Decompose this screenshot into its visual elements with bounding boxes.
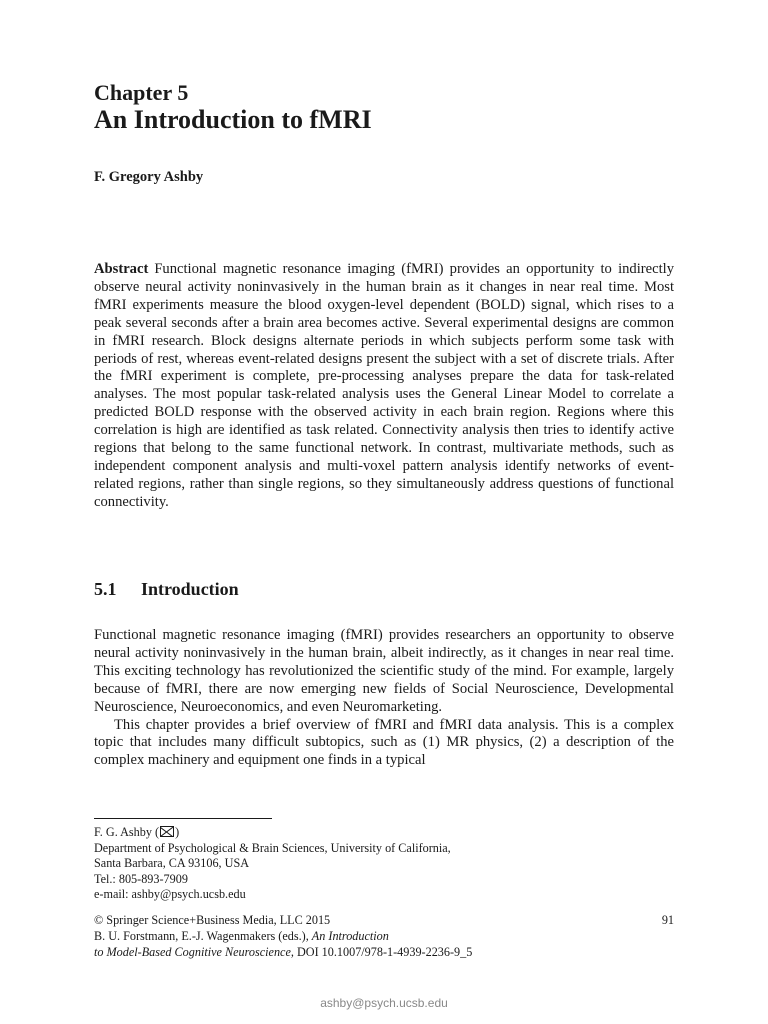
footnote-rule xyxy=(94,818,272,819)
editors: B. U. Forstmann, E.-J. Wagenmakers (eds.), xyxy=(94,928,312,943)
book-title-part1: An Introduction xyxy=(311,928,389,943)
author-name: F. Gregory Ashby xyxy=(94,169,204,185)
copyright-line: © Springer Science+Business Media, LLC 2015 xyxy=(94,913,331,927)
doi: DOI 10.1007/978-1-4939-2236-9_5 xyxy=(293,944,473,959)
footnote-tel: Tel.: 805-893-7909 xyxy=(94,871,188,886)
section-number: 5.1 xyxy=(94,579,117,599)
section-body xyxy=(94,627,674,770)
footnote-name: F. G. Ashby ( xyxy=(94,825,160,839)
paragraph: This chapter provides a brief overview of fMRI and fMRI data analysis. This is a complex topic that includes many difficult subtopics, such as (1) MR physics, (2) a description of the complex machinery and equipment one finds in a typical xyxy=(94,716,674,769)
copyright-block xyxy=(94,913,674,960)
chapter-label: Chapter 5 xyxy=(94,80,189,105)
paragraph: Functional magnetic resonance imaging (fMRI) provides researchers an opportunity to observe neural activity noninvasively in the human brain, albeit indirectly, as it changes in near real time. This exciting technology has revolutionized the scientific study of the mind. For example, largely because of fMRI, there are now emerging new fields of Social Neuroscience, Developmental Neuroscience, Neuroeconomics, and even Neuromarketing. xyxy=(94,627,674,715)
abstract xyxy=(94,261,674,512)
page-number: 91 xyxy=(661,913,674,927)
chapter-title: An Introduction to fMRI xyxy=(94,105,372,134)
abstract-label: Abstract xyxy=(94,261,149,277)
section-heading xyxy=(94,579,239,600)
footnote-department: Department of Psychological & Brain Sciences, University of California, xyxy=(94,840,451,855)
footnote-name-close: ) xyxy=(175,825,180,839)
section-title: Introduction xyxy=(141,579,239,599)
footnote-name-line xyxy=(94,825,451,841)
envelope-icon xyxy=(160,826,174,837)
book-title-part2: to Model-Based Cognitive Neuroscience, xyxy=(94,944,294,959)
email-watermark: ashby@psych.ucsb.edu xyxy=(320,996,448,1010)
footnote-city: Santa Barbara, CA 93106, USA xyxy=(94,856,250,871)
abstract-text: Functional magnetic resonance imaging (fMRI) provides an opportunity to indirectly observe neural activity noninvasively in the human brain as it changes in near real time. Most fMRI experiments measure the blood oxygen-level dependent (BOLD) signal, which rises to a peak several seconds after a brain area becomes active. Several experimental designs are common in fMRI research. Block designs alternate periods in which subjects perform some task with periods of rest, whereas event-related designs present the subject with a set of discrete trials. After the fMRI experiment is complete, pre-processing analyses prepare the data for task-related analyses. The most popular task-related analysis uses the General Linear Model to correlate a predicted BOLD response with the observed activity in each brain region. Regions where this correlation is high are identified as task related. Connectivity analysis then tries to identify active regions that belong to the same functional network. In contrast, multivariate methods, such as independent component analysis and multi-voxel pattern analysis identify networks of event-related regions, rather than single regions, so they simultaneously address questions of functional connectivity. xyxy=(94,261,674,510)
footnote-email: e-mail: ashby@psych.ucsb.edu xyxy=(94,887,246,902)
author-footnote xyxy=(94,825,451,903)
